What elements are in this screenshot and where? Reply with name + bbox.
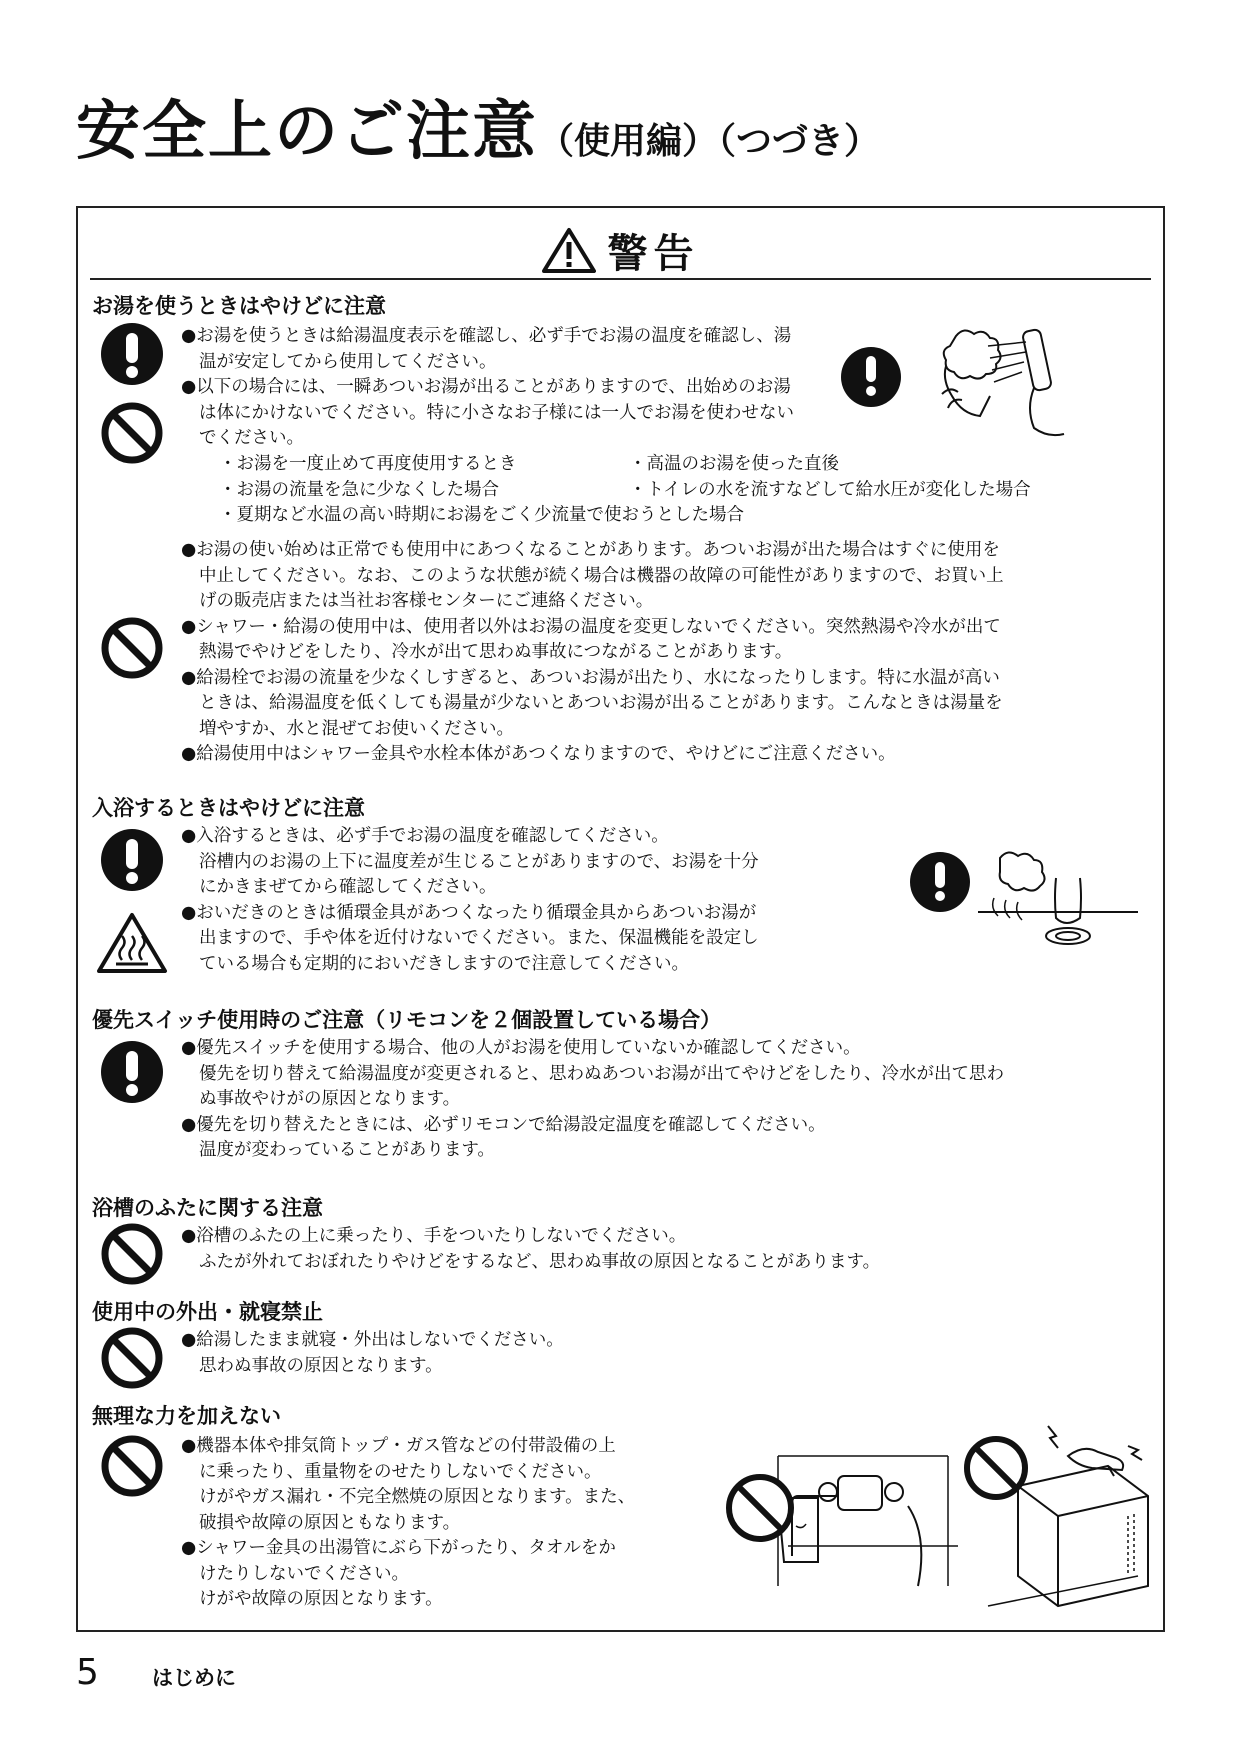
list-item: ・お湯を一度止めて再度使用するとき ・高温のお湯を使った直後: [219, 454, 839, 474]
bullet-line: は体にかけないでください。特に小さなお子様には一人でお湯を使わせない: [199, 402, 794, 423]
section-text-block: ●給湯したまま就寝・外出はしないでください。 思わぬ事故の原因となります。: [181, 1330, 564, 1376]
page-number: 5: [76, 1652, 99, 1693]
bullet-line: ●お湯を使うときは給湯温度表示を確認し、必ず手でお湯の温度を確認し、湯: [181, 326, 792, 346]
prohibition-icon: [100, 401, 164, 465]
warning-box: [76, 206, 1165, 1632]
prohibition-icon: [100, 1326, 164, 1390]
prohibition-icon: [100, 1434, 164, 1498]
bath-hand-illustration: [908, 848, 1148, 968]
faucet-towel-illustration: [718, 1436, 968, 1606]
exclamation-circle-icon: [100, 1040, 164, 1104]
section-heading: 入浴するときはやけどに注意: [92, 796, 365, 820]
section-text-block: ●機器本体や排気筒トップ・ガス管などの付帯設備の上 に乗ったり、重量物をのせたりしないでください。 けがやガス漏れ・不完全燃焼の原因となります。また、 破損や故障の原因ともなります。 ●シャワー金具の出湯管にぶら下がったり、タオルをか けたりしないでください。 けがや故障の原因となります。: [181, 1436, 636, 1609]
water-heater-illustration: [958, 1416, 1158, 1616]
page-title: [76, 80, 880, 172]
section-heading: 浴槽のふたに関する注意: [92, 1196, 323, 1220]
warning-header: [90, 222, 1151, 280]
bullet-line: 温が安定してから使用してください。: [199, 351, 497, 372]
prohibition-icon: [100, 616, 164, 680]
section-label: はじめに: [152, 1666, 236, 1690]
hot-surface-warning-icon: [96, 912, 168, 974]
case-list: [181, 452, 1161, 529]
section-heading: 使用中の外出・就寝禁止: [92, 1300, 323, 1324]
exclamation-circle-icon: [100, 828, 164, 892]
section-text-block: [181, 324, 901, 452]
shower-hand-illustration: [838, 322, 1068, 452]
exclamation-circle-icon: [100, 322, 164, 386]
list-item: ・お湯の流量を急に少なくした場合 ・トイレの水を流すなどして給水圧が変化した場合: [219, 479, 1031, 500]
section-text-block: ●浴槽のふたの上に乗ったり、手をついたりしないでください。 ふたが外れておぼれたりやけどをするなど、思わぬ事故の原因となることがあります。: [181, 1226, 881, 1272]
list-item: ・夏期など水温の高い時期にお湯をごく少流量で使おうとした場合: [219, 505, 744, 525]
warning-triangle-icon: [542, 227, 596, 273]
warning-title: 警告: [607, 230, 700, 277]
section-heading: お湯を使うときはやけどに注意: [92, 294, 386, 318]
section-heading: 優先スイッチ使用時のご注意（リモコンを２個設置している場合）: [92, 1008, 722, 1032]
bullet-line: ●以下の場合には、一瞬あついお湯が出ることがありますので、出始めのお湯: [181, 377, 791, 397]
section-text-block: ●お湯の使い始めは正常でも使用中にあつくなることがあります。あついお湯が出た場合はすぐに使用を 中止してください。なお、このような状態が続く場合は機器の故障の可能性がありますので、お買い上 げの販売店または当社お客様センターにご連絡ください。 ●シャワー・給湯の使用中は、使用者以外はお湯の温度を変更しないでください。突然熱湯や冷水が出て 熱湯でやけどをしたり、冷水が出て思わぬ事故につながることがあります。 ●給湯栓でお湯の流量を少なくしすぎると、あついお湯が出たり、水になったりします。特に水温が高い ときは、給湯温度を低くしても湯量が少ないとあついお湯が出ることがあります。こんなときは湯量を 増やすか、水と混ぜてお使いください。 ●給湯使用中はシャワー金具や水栓本体があつくなりますので、やけどにご注意ください。: [181, 540, 1004, 764]
section-text-block: ●優先スイッチを使用する場合、他の人がお湯を使用していないか確認してください。 優先を切り替えて給湯温度が変更されると、思わぬあついお湯が出てやけどをしたり、冷水が出て思わ ぬ事故やけがの原因となります。 ●優先を切り替えたときには、必ずリモコンで給湯設定温度を確認してください。 温度が変わっていることがあります。: [181, 1038, 1004, 1160]
section-heading: 無理な力を加えない: [92, 1404, 281, 1428]
page-title-main: 安全上のご注意: [76, 95, 538, 169]
page-title-sub: （使用編）（つづき）: [538, 121, 881, 162]
prohibition-icon: [100, 1222, 164, 1286]
section-text-block: ●入浴するときは、必ず手でお湯の温度を確認してください。 浴槽内のお湯の上下に温度差が生じることがありますので、お湯を十分 にかきまぜてから確認してください。 ●おいだきのときは循環金具があつくなったり循環金具からあついお湯が 出ますので、手や体を近付けないでください。また、保温機能を設定し ている場合も定期的においだきしますので注意してください。: [181, 826, 759, 974]
bullet-line: でください。: [199, 428, 304, 448]
